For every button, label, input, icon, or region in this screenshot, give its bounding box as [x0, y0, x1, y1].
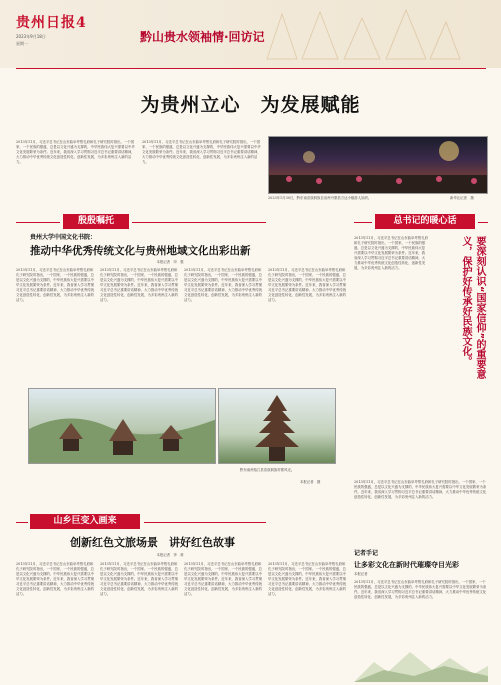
right-rule-left [354, 222, 372, 223]
festival-crowd-image [269, 137, 488, 194]
drum-tower-image [219, 389, 336, 464]
right-body-continued: 2013年11月，习近平总书记在山东曲阜考察孔府和孔子研究院时指出，一个国家、一个民族的强盛，总是以文化兴盛为支撑的，中华民族伟大复兴需要以中华文化发展繁荣为条件。近年来，我省深入学习贯彻习近平总书记重要讲话精神，大力推动中华优秀传统文化创造性转化、创新性发展，为多彩贵州注入新的活力。 [354, 480, 487, 499]
right-body-column: 2013年11月，习近平总书记在山东曲阜考察孔府和孔子研究院时指出，一个国家、一个民族的强盛，总是以文化兴盛为支撑的，中华民族伟大复兴需要以中华文化发展繁荣为条件。近年来，我省深入学习贯彻习近平总书记重要讲话精神，大力推动中华优秀传统文化创造性转化、创新性发展，为多彩贵州注入新的活力。 [354, 236, 428, 270]
village-photo-credit: 本报记者 摄 [300, 480, 321, 484]
village-photo [28, 388, 216, 464]
newspaper-masthead: 贵州日报4 [16, 15, 87, 31]
mountain-decoration-icon [354, 646, 488, 682]
decorative-pattern-icon [262, 4, 462, 66]
left-body-column-4: 2013年11月，习近平总书记在山东曲阜考察孔府和孔子研究院时指出，一个国家、一个民族的强盛，总是以文化兴盛为支撑的，中华民族伟大复兴需要以中华文化发展繁荣为条件。近年来，我省深入学习贯彻习近平总书记重要讲话精神，大力推动中华优秀传统文化创造性转化、创新性发展，为多彩贵州注入新的活力。 [268, 268, 346, 302]
left-body-column-2: 2013年11月，习近平总书记在山东曲阜考察孔府和孔子研究院时指出，一个国家、一个民族的强盛，总是以文化兴盛为支撑的，中华民族伟大复兴需要以中华文化发展繁荣为条件。近年来，我省深入学习贯彻习近平总书记重要讲话精神，大力推动中华优秀传统文化创造性转化、创新性发展，为多彩贵州注入新的活力。 [100, 268, 178, 302]
lead-column-1: 2013年11月，习近平总书记在山东曲阜考察孔府和孔子研究院时指出，一个国家、一个民族的强盛，总是以文化兴盛为支撑的，中华民族伟大复兴需要以中华文化发展繁荣为条件。近年来，我省深入学习贯彻习近平总书记重要讲话精神，大力推动中华优秀传统文化创造性转化、创新性发展，为多彩贵州注入新的活力。 [16, 140, 135, 164]
section-badge-warm-words: 总书记的暖心话 [375, 214, 475, 229]
bottom-left-byline: 本报记者 李 莉 [156, 553, 184, 557]
festival-photo [268, 136, 488, 194]
page-title: 为贵州立心 为发展赋能 [140, 94, 361, 116]
bottom-right-body: 2013年11月，习近平总书记在山东曲阜考察孔府和孔子研究院时指出，一个国家、一个民族的强盛，总是以文化兴盛为支撑的，中华民族伟大复兴需要以中华文化发展繁荣为条件。近年来，我省深入学习贯彻习近平总书记重要讲话精神，大力推动中华优秀传统文化创造性转化、创新性发展，为多彩贵州注入新的活力。 [354, 580, 487, 599]
bottom-left-column-2: 2013年11月，习近平总书记在山东曲阜考察孔府和孔子研究院时指出，一个国家、一个民族的强盛，总是以文化兴盛为支撑的，中华民族伟大复兴需要以中华文化发展繁荣为条件。近年来，我省深入学习贯彻习近平总书记重要讲话精神，大力推动中华优秀传统文化创造性转化、创新性发展，为多彩贵州注入新的活力。 [100, 562, 178, 596]
badge-rule-left [16, 222, 60, 223]
bottom-left-headline: 创新红色文旅场景 讲好红色故事 [70, 536, 235, 549]
right-quote: 要深刻认识“国家信仰”的重要意义，保护好传承好民族文化。 [460, 236, 485, 380]
bottom-left-column-3: 2013年11月，习近平总书记在山东曲阜考察孔府和孔子研究院时指出，一个国家、一个民族的强盛，总是以文化兴盛为支撑的，中华民族伟大复兴需要以中华文化发展繁荣为条件。近年来，我省深入学习贯彻习近平总书记重要讲话精神，大力推动中华优秀传统文化创造性转化、创新性发展，为多彩贵州注入新的活力。 [184, 562, 262, 596]
lead-column-2: 2013年11月，习近平总书记在山东曲阜考察孔府和孔子研究院时指出，一个国家、一个民族的强盛，总是以文化兴盛为支撑的，中华民族伟大复兴需要以中华文化发展繁荣为条件。近年来，我省深入学习贯彻习近平总书记重要讲话精神，大力推动中华优秀传统文化创造性转化、创新性发展，为多彩贵州注入新的活力。 [142, 140, 261, 164]
bottom-left-column-1: 2013年11月，习近平总书记在山东曲阜考察孔府和孔子研究院时指出，一个国家、一个民族的强盛，总是以文化兴盛为支撑的，中华民族伟大复兴需要以中华文化发展繁荣为条件。近年来，我省深入学习贯彻习近平总书记重要讲话精神，大力推动中华优秀传统文化创造性转化、创新性发展，为多彩贵州注入新的活力。 [16, 562, 94, 596]
drum-tower-photo [218, 388, 336, 464]
left-kicker: 贵州大学中国文化书院： [30, 234, 97, 241]
left-body-column-3: 2013年11月，习近平总书记在山东曲阜考察孔府和孔子研究院时指出，一个国家、一个民族的强盛，总是以文化兴盛为支撑的，中华民族伟大复兴需要以中华文化发展繁荣为条件。近年来，我省深入学习贯彻习近平总书记重要讲话精神，大力推动中华优秀传统文化创造性转化、创新性发展，为多彩贵州注入新的活力。 [184, 268, 262, 302]
village-image [29, 389, 216, 464]
section-badge-yinyinzhutuo: 殷殷嘱托 [63, 214, 129, 229]
badge-rule-right [132, 222, 266, 223]
bottom-left-rule-2 [144, 522, 266, 523]
right-rule-right [478, 222, 488, 223]
page-banner: 黔山贵水领袖情·回访记 [140, 30, 265, 44]
issue-date: 2023年9月18日 [16, 34, 46, 39]
left-body-column-1: 2013年11月，习近平总书记在山东曲阜考察孔府和孔子研究院时指出，一个国家、一个民族的强盛，总是以文化兴盛为支撑的，中华民族伟大复兴需要以中华文化发展繁荣为条件。近年来，我省深入学习贯彻习近平总书记重要讲话精神，大力推动中华优秀传统文化创造性转化、创新性发展，为多彩贵州注入新的活力。 [16, 268, 94, 302]
village-photo-caption: 黔东南州榕江县苗族侗族村寨风光。 [240, 468, 295, 472]
bottom-left-column-4: 2013年11月，习近平总书记在山东曲阜考察孔府和孔子研究院时指出，一个国家、一个民族的强盛，总是以文化兴盛为支撑的，中华民族伟大复兴需要以中华文化发展繁荣为条件。近年来，我省深入学习贯彻习近平总书记重要讲话精神，大力推动中华优秀传统文化创造性转化、创新性发展，为多彩贵州注入新的活力。 [268, 562, 346, 596]
top-photo-caption: 2023年1月30日，黔东南苗族侗族自治州丹寨县万达小镇游人如织。 [268, 196, 372, 200]
top-photo-credit: 新华社记者 摄 [450, 196, 474, 200]
header-divider [16, 68, 486, 69]
bottom-right-headline: 让多彩文化在新时代璀璨夺目光彩 [354, 561, 459, 569]
left-headline: 推动中华优秀传统文化与贵州地域文化出彩出新 [30, 245, 251, 257]
bottom-right-byline: 本报记者 [354, 572, 368, 576]
reporter-notes-kicker: 记者手记 [354, 550, 379, 557]
section-badge-village-change: 山乡巨变入画来 [30, 514, 140, 529]
issue-weekday: 星期一 [16, 41, 28, 46]
left-byline: 本报记者 申 强 [156, 260, 184, 264]
bottom-left-rule-1 [16, 522, 28, 523]
